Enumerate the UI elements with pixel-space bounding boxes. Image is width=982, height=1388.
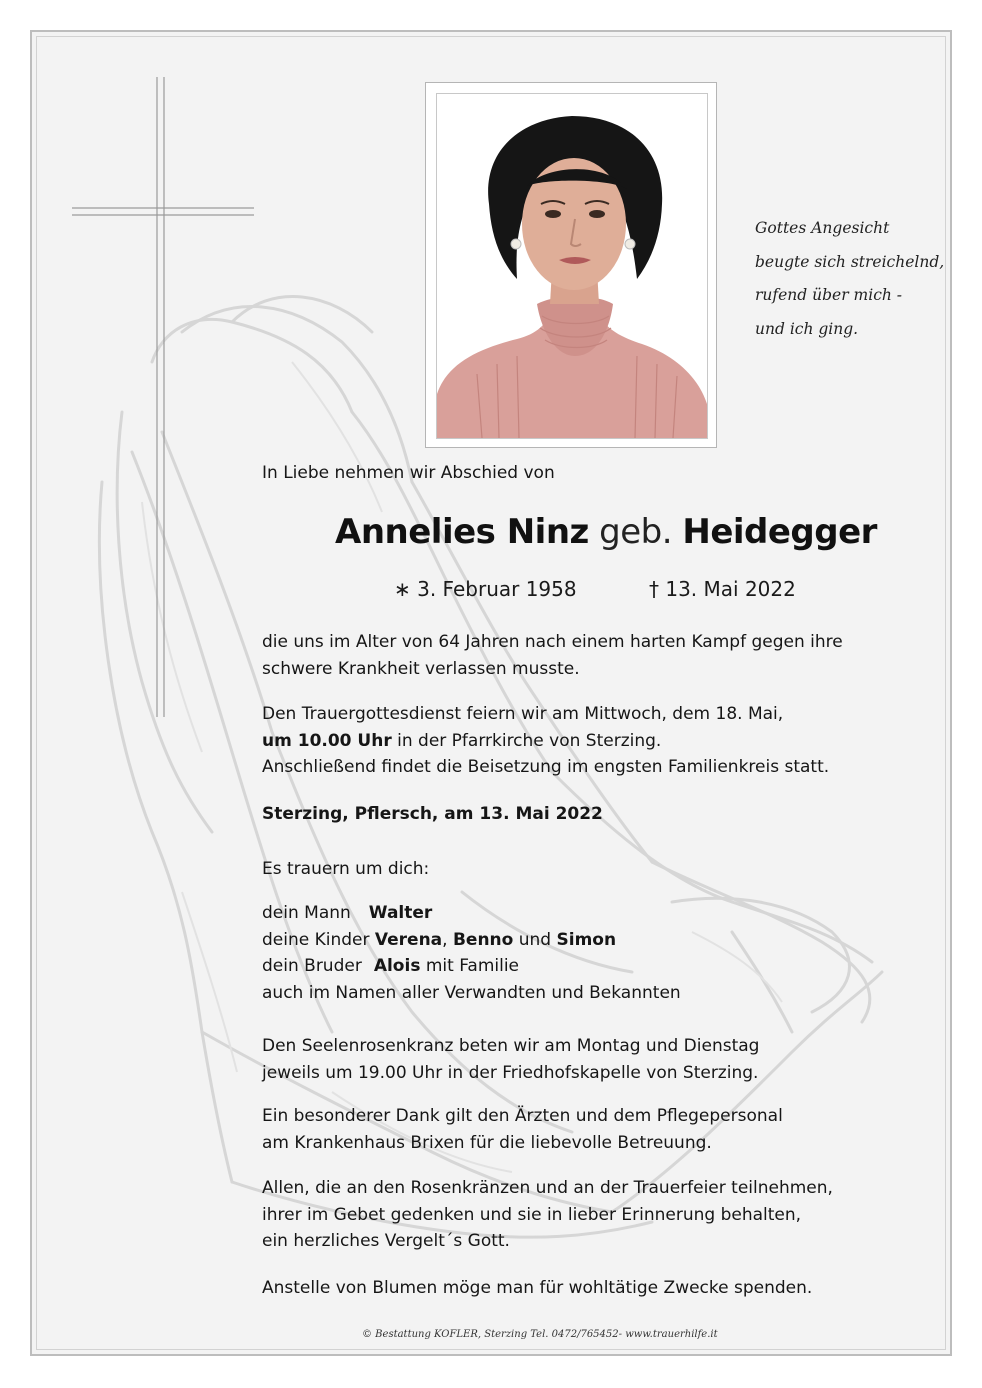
- poem-line: und ich ging.: [755, 319, 859, 338]
- intro-text: In Liebe nehmen wir Abschied von: [262, 463, 555, 483]
- portrait-photo: [436, 93, 708, 439]
- paragraph-thanks: [262, 1103, 783, 1156]
- text-line: Den Seelenrosenkranz beten wir am Montag und Dienstag: [262, 1036, 760, 1056]
- service-time: um 10.00 Uhr: [262, 730, 392, 751]
- family-brother: dein Bruder Alois mit Familie: [262, 956, 520, 976]
- deceased-name: [335, 512, 877, 552]
- text-line: ihrer im Gebet gedenken und sie in lieber Erinnerung behalten,: [262, 1204, 802, 1225]
- family-list: [262, 900, 681, 1006]
- text-line: am Krankenhaus Brixen für die liebevolle Betreuung.: [262, 1132, 712, 1153]
- footer-credit: © Bestattung KOFLER, Sterzing Tel. 0472/765452- www.trauerhilfe.it: [362, 1329, 718, 1340]
- text-line: Ein besonderer Dank gilt den Ärzten und dem Pflegepersonal: [262, 1106, 783, 1126]
- obituary-card: [30, 30, 952, 1356]
- poem: [755, 212, 945, 346]
- family-husband: dein Mann Walter: [262, 903, 433, 923]
- text-line: schwere Krankheit verlassen musste.: [262, 658, 580, 679]
- paragraph-donations: Anstelle von Blumen möge man für wohltätige Zwecke spenden.: [262, 1278, 813, 1298]
- text-line: jeweils um 19.00 Uhr in der Friedhofskapelle von Sterzing.: [262, 1062, 759, 1083]
- text-line: Den Trauergottesdienst feiern wir am Mittwoch, dem 18. Mai,: [262, 704, 784, 724]
- photo-frame: [425, 82, 717, 448]
- poem-line: rufend über mich -: [755, 286, 903, 304]
- family-relatives: auch im Namen aller Verwandten und Bekannten: [262, 982, 681, 1003]
- geb-label: geb.: [599, 512, 673, 552]
- paragraph-gratitude: [262, 1175, 833, 1255]
- paragraph-service: [262, 701, 829, 781]
- birth-date: ∗ 3. Februar 1958: [394, 577, 577, 601]
- text-line: Anschließend findet die Beisetzung im engsten Familienkreis statt.: [262, 757, 830, 777]
- maiden-name: Heidegger: [682, 512, 877, 552]
- first-name: Annelies Ninz: [335, 512, 589, 552]
- mourn-intro: Es trauern um dich:: [262, 859, 430, 879]
- paragraph-rosary: [262, 1033, 759, 1086]
- poem-line: beugte sich streichelnd,: [755, 252, 945, 271]
- paragraph-age: [262, 629, 843, 682]
- place-date: Sterzing, Pflersch, am 13. Mai 2022: [262, 804, 603, 824]
- poem-line: Gottes Angesicht: [755, 219, 890, 237]
- family-children: deine Kinder Verena, Benno und Simon: [262, 929, 617, 950]
- text-line: [262, 728, 829, 755]
- text-line: Allen, die an den Rosenkränzen und an der Trauerfeier teilnehmen,: [262, 1178, 833, 1198]
- text-line: die uns im Alter von 64 Jahren nach einem harten Kampf gegen ihre: [262, 632, 843, 652]
- text-line: ein herzliches Vergelt´s Gott.: [262, 1231, 510, 1251]
- death-date: † 13. Mai 2022: [649, 577, 796, 601]
- service-place: in der Pfarrkirche von Sterzing.: [391, 730, 662, 751]
